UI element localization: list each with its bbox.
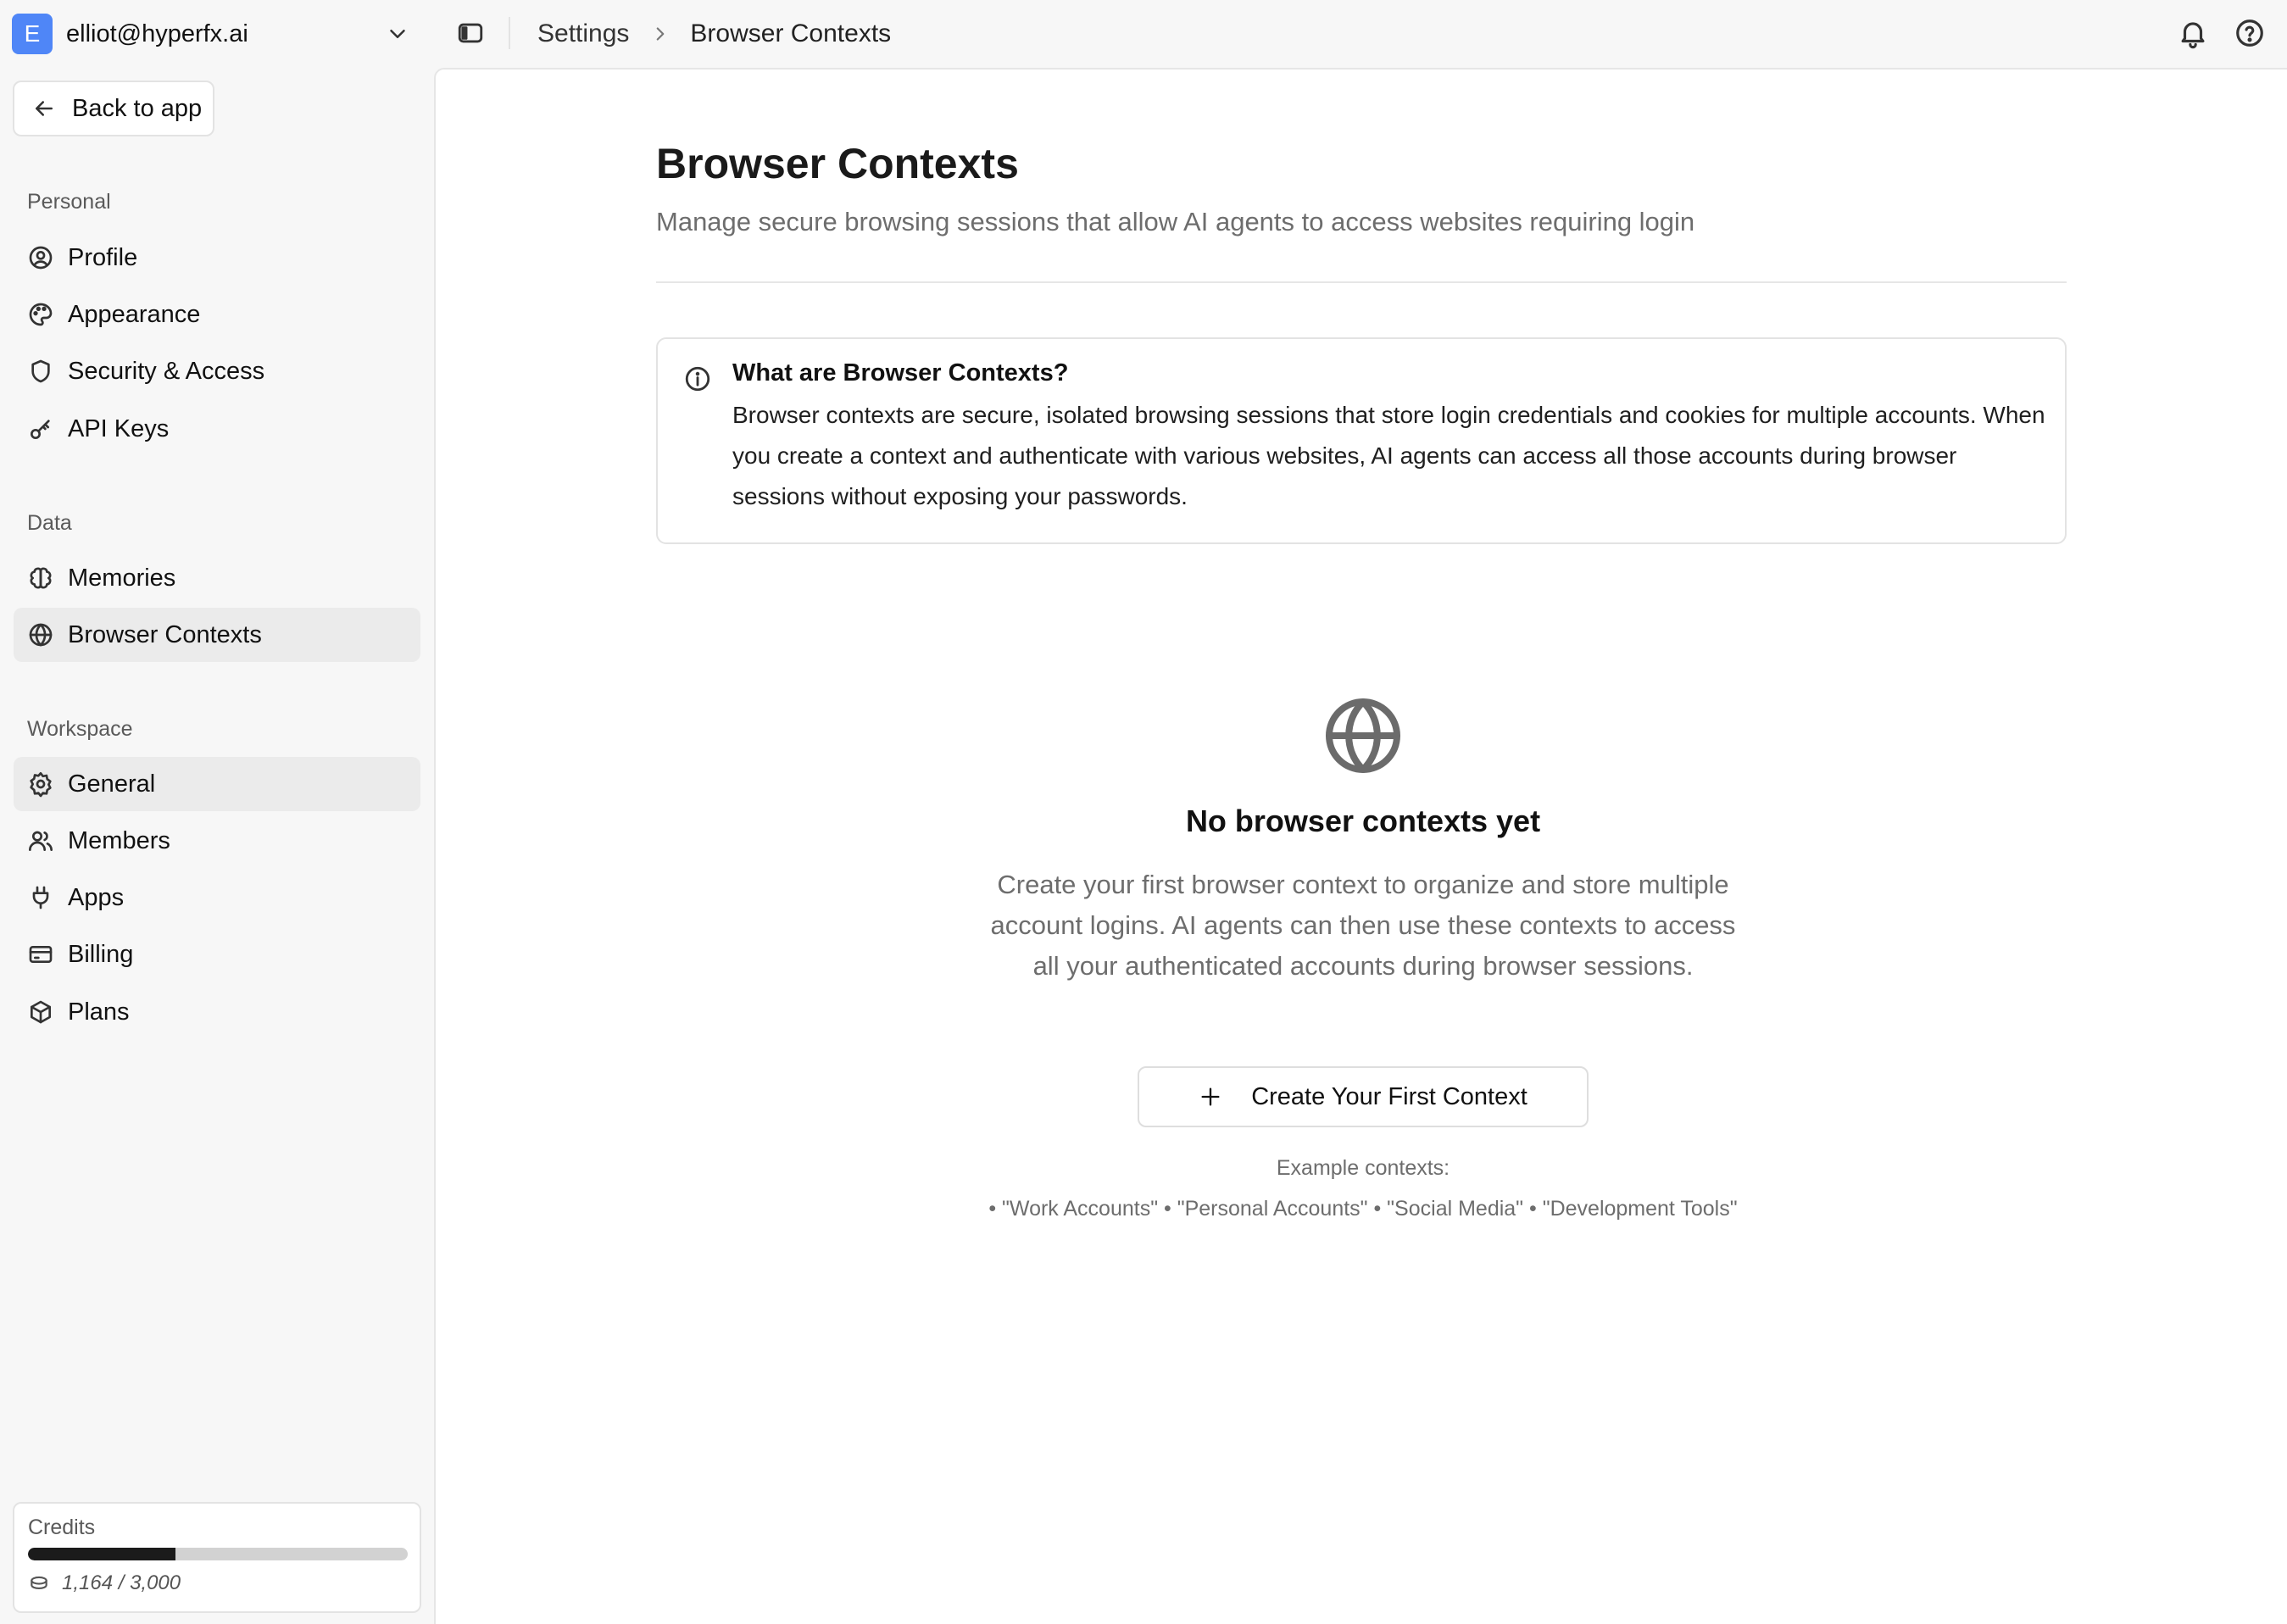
sidebar-item-label: API Keys — [68, 414, 170, 442]
chevron-down-icon[interactable] — [385, 21, 410, 47]
key-icon — [27, 415, 54, 442]
divider — [509, 17, 510, 49]
info-body: Browser contexts are secure, isolated browsing sessions that store login credentials and cookies for multiple accounts. When you create a context and authenticate with various websites, AI agents can access all those accounts during browser sessions without exposing your passwords. — [732, 402, 2045, 509]
breadcrumb-current: Browser Contexts — [690, 19, 892, 47]
credit-card-icon — [27, 941, 54, 968]
sidebar-item-label: Apps — [68, 883, 125, 911]
sidebar-item-members[interactable] — [14, 814, 420, 868]
back-to-app-button[interactable] — [13, 81, 214, 136]
account-email: elliot@hyperfx.ai — [66, 19, 248, 47]
sidebar-item-label: Appearance — [68, 300, 201, 328]
empty-state-title: No browser contexts yet — [1185, 804, 1541, 838]
sidebar-item-browser-contexts[interactable] — [14, 608, 420, 662]
sidebar-item-billing[interactable] — [14, 927, 420, 982]
examples-list: • "Work Accounts" • "Personal Accounts" • "Social Media" • "Development Tools" — [988, 1197, 1738, 1221]
page-subtitle: Manage secure browsing sessions that allow AI agents to access websites requiring login — [656, 207, 1695, 236]
info-callout — [656, 337, 2067, 544]
box-icon — [27, 998, 54, 1026]
section-personal: Personal — [27, 190, 111, 214]
sidebar-item-label: Security & Access — [68, 357, 265, 385]
credits-progress-fill — [28, 1548, 175, 1560]
sidebar-item-label: Browser Contexts — [68, 620, 262, 648]
sidebar-item-label: Memories — [68, 564, 176, 592]
page-title: Browser Contexts — [656, 140, 1019, 187]
brain-icon — [27, 565, 54, 592]
palette-icon — [27, 301, 54, 328]
examples-label: Example contexts: — [1276, 1156, 1450, 1180]
create-first-context-label: Create Your First Context — [1251, 1082, 1527, 1110]
section-workspace: Workspace — [27, 717, 133, 741]
sidebar-item-appearance[interactable] — [14, 287, 420, 342]
sidebar-item-apps[interactable] — [14, 870, 420, 925]
breadcrumb — [537, 0, 891, 68]
users-icon — [27, 827, 54, 854]
sidebar-item-label: Profile — [68, 243, 138, 271]
sidebar-item-label: General — [68, 770, 156, 798]
sidebar-item-memories[interactable] — [14, 551, 420, 605]
plug-icon — [27, 884, 54, 911]
chevron-right-icon — [649, 23, 671, 45]
sidebar-item-label: Members — [68, 826, 170, 854]
breadcrumb-settings-link[interactable]: Settings — [537, 19, 630, 47]
sidebar-item-profile[interactable] — [14, 231, 420, 285]
help-icon[interactable] — [2234, 17, 2266, 49]
globe-icon — [27, 621, 54, 648]
back-to-app-label: Back to app — [72, 94, 203, 122]
empty-state-description: Create your first browser context to organize and store multiple account logins. AI agents can then use these contexts to access all your authenticated accounts during browser sessions. — [990, 870, 1736, 981]
sidebar-item-plans[interactable] — [14, 985, 420, 1039]
credits-progress-bar — [28, 1548, 408, 1560]
credits-count — [28, 1571, 181, 1595]
arrow-left-icon — [31, 96, 57, 121]
bell-icon[interactable] — [2177, 17, 2209, 49]
sidebar-toggle-icon[interactable] — [456, 19, 485, 47]
sidebar-item-label: Plans — [68, 998, 130, 1026]
info-title: What are Browser Contexts? — [732, 359, 1069, 387]
account-switcher[interactable] — [12, 14, 410, 54]
globe-icon — [1322, 695, 1404, 776]
sidebar-item-general[interactable] — [14, 757, 420, 811]
credits-count-text: 1,164 / 3,000 — [62, 1571, 181, 1594]
divider — [656, 281, 2067, 283]
shield-icon — [27, 358, 54, 385]
credits-label: Credits — [28, 1516, 96, 1539]
coins-icon — [28, 1572, 50, 1594]
gear-icon — [27, 770, 54, 798]
sidebar-item-api-keys[interactable] — [14, 402, 420, 456]
section-data: Data — [27, 511, 72, 535]
sidebar-item-security[interactable] — [14, 344, 420, 398]
plus-icon — [1199, 1085, 1222, 1109]
credits-panel — [13, 1502, 421, 1613]
main-panel — [434, 68, 2287, 1624]
top-bar — [0, 0, 2287, 68]
avatar: E — [12, 14, 53, 54]
info-icon — [683, 364, 712, 393]
sidebar-item-label: Billing — [68, 940, 134, 968]
user-circle-icon — [27, 244, 54, 271]
create-first-context-button[interactable] — [1138, 1066, 1589, 1127]
